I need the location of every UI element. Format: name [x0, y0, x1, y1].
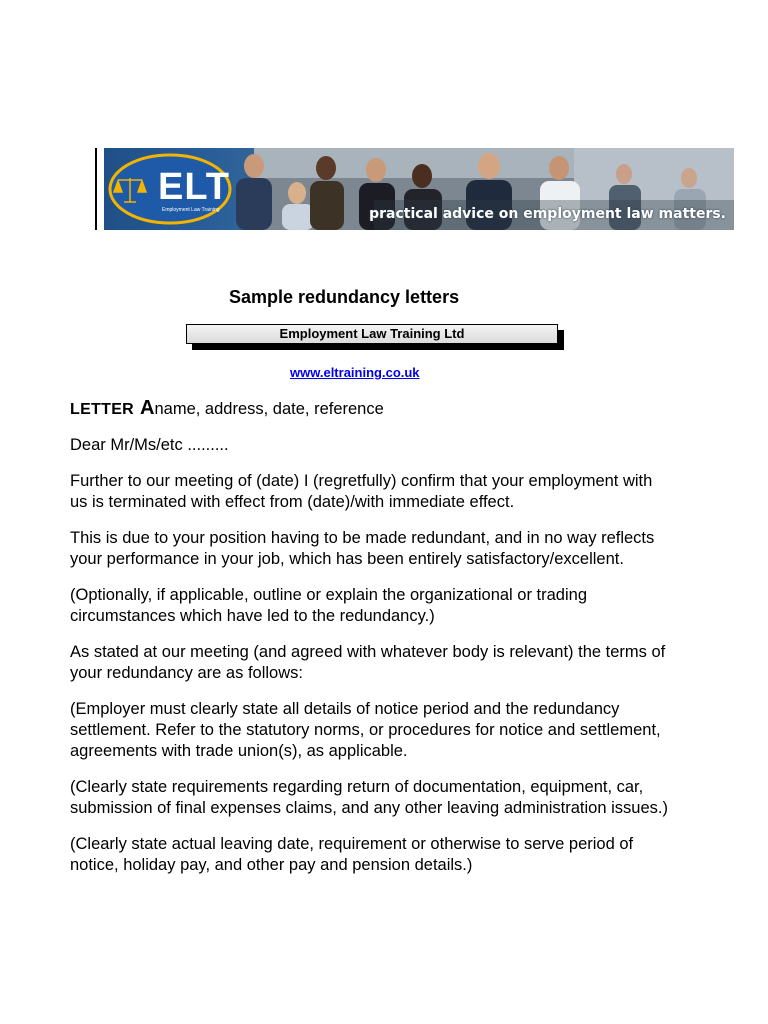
letter-paragraph: (Employer must clearly state all details of notice period and the redundancy settlement. Refer to the statutory norms, or procedures for notice and settlement, agreements with trade union(s), as applicable.	[70, 700, 661, 760]
website-link[interactable]: www.eltraining.co.uk	[290, 365, 420, 380]
banner-tagline: practical advice on employment law matters.	[369, 206, 726, 222]
letter-heading	[70, 398, 670, 420]
letter-paragraph: As stated at our meeting (and agreed with whatever body is relevant) the terms of your redundancy are as follows:	[70, 643, 666, 682]
letter-paragraph: This is due to your position having to be made redundant, and in no way reflects your performance in your job, which has been entirely satisfactory/excellent.	[70, 529, 655, 568]
document-title: Sample redundancy letters	[229, 287, 460, 307]
letter-paragraph: Further to our meeting of (date) I (regretfully) confirm that your employment with us is terminated with effect from (date)/with immediate effect.	[70, 472, 653, 511]
banner-divider	[95, 148, 97, 230]
letter-body	[70, 398, 670, 891]
letter-paragraph: (Optionally, if applicable, outline or explain the organizational or trading circumstances which have led to the redundancy.)	[70, 586, 588, 625]
salutation: Dear Mr/Ms/etc .........	[70, 436, 229, 454]
header-banner	[104, 148, 734, 230]
letter-paragraph: (Clearly state requirements regarding return of documentation, equipment, car, submission of final expenses claims, and any other leaving administration issues.)	[70, 778, 668, 817]
letter-heading-fields: name, address, date, reference	[154, 400, 384, 418]
logo-text: ELT	[158, 166, 230, 208]
logo-subtext: Employment Law Training	[162, 207, 220, 213]
letter-heading-letter: A	[140, 397, 155, 419]
letter-heading-word: LETTER	[70, 401, 135, 418]
company-name-box: Employment Law Training Ltd	[186, 324, 558, 344]
letter-paragraph: (Clearly state actual leaving date, requirement or otherwise to serve period of notice, holiday pay, and other pay and pension details.)	[70, 835, 634, 874]
